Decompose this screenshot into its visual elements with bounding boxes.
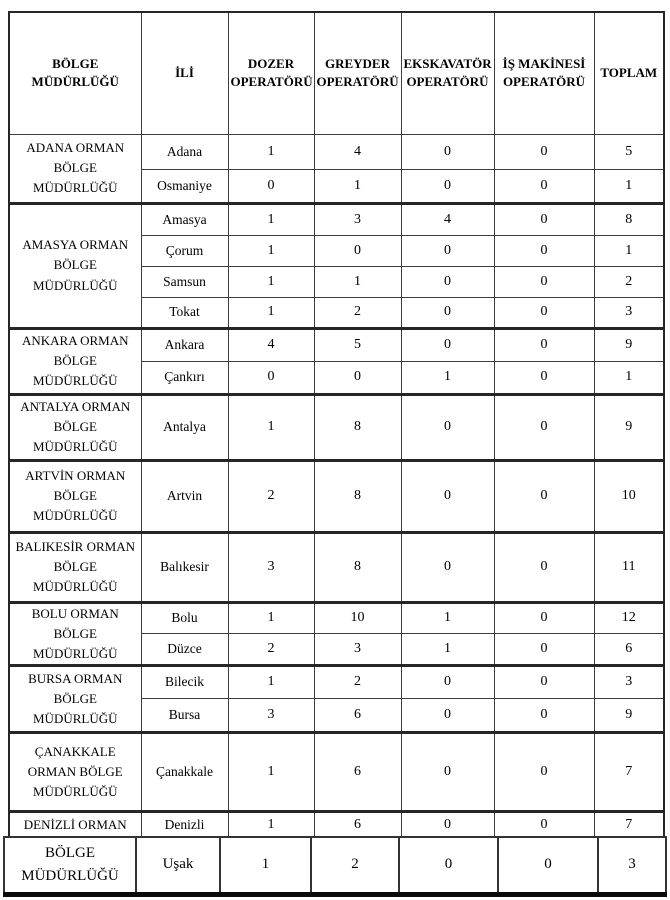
region-name-line: ANTALYA ORMAN [20, 398, 131, 414]
header-line: DOZER [247, 56, 295, 72]
value-cell: 1 [228, 266, 314, 297]
value-cell: 1 [220, 837, 311, 894]
header-cell [141, 12, 228, 134]
value-cell: 0 [399, 837, 498, 894]
region-name-line: ÇANAKKALE [34, 743, 116, 759]
region-name-line: MÜDÜRLÜĞÜ [33, 645, 118, 661]
value-cell: 6 [314, 732, 401, 811]
value-cell: 0 [401, 811, 494, 837]
header-cell [9, 12, 141, 134]
value-cell: 0 [494, 134, 594, 169]
value-cell: 0 [494, 361, 594, 394]
header-line: İLİ [175, 65, 194, 81]
value-cell: 1 [228, 602, 314, 633]
value-cell: 10 [314, 602, 401, 633]
value-cell: 4 [401, 203, 494, 235]
region-name-line: BÖLGE [53, 159, 97, 175]
value-cell: 1 [228, 203, 314, 235]
value-cell: 0 [494, 266, 594, 297]
province-cell: Çankırı [141, 361, 228, 394]
province-cell: Denizli [141, 811, 228, 837]
province-cell: Samsun [141, 266, 228, 297]
personnel-table-continuation [3, 836, 667, 897]
value-cell: 8 [314, 460, 401, 532]
region-name-line: AMASYA ORMAN [22, 237, 129, 253]
value-cell: 0 [494, 532, 594, 602]
header-row [9, 12, 664, 134]
header-cell [401, 12, 494, 134]
total-cell: 6 [594, 633, 664, 665]
header-line: İŞ MAKİNESİ [502, 56, 586, 72]
total-cell: 1 [594, 361, 664, 394]
header-line: MÜDÜRLÜĞÜ [31, 74, 119, 90]
total-cell: 11 [594, 532, 664, 602]
value-cell: 1 [228, 394, 314, 460]
value-cell: 0 [494, 633, 594, 665]
region-name-cell [4, 837, 136, 894]
value-cell: 0 [228, 169, 314, 203]
province-cell: Amasya [141, 203, 228, 235]
value-cell: 1 [401, 361, 494, 394]
header-line: BÖLGE [52, 56, 99, 72]
region-name-line: BÖLGE [53, 487, 97, 503]
value-cell: 1 [314, 169, 401, 203]
value-cell: 0 [401, 394, 494, 460]
total-cell: 9 [594, 698, 664, 732]
personnel-table-continuation-body [4, 837, 666, 894]
total-cell: 7 [594, 811, 664, 837]
value-cell: 0 [494, 203, 594, 235]
value-cell: 0 [401, 665, 494, 698]
header-line: OPERATÖRÜ [502, 74, 586, 90]
region-name-cell [9, 394, 141, 460]
personnel-table [8, 11, 665, 838]
province-cell: Düzce [141, 633, 228, 665]
region-name-line: BÖLGE [53, 352, 97, 368]
total-cell: 2 [594, 266, 664, 297]
header-cell [594, 12, 664, 134]
province-cell: Tokat [141, 297, 228, 328]
province-cell: Bolu [141, 602, 228, 633]
value-cell: 0 [314, 361, 401, 394]
value-cell: 2 [228, 460, 314, 532]
region-name-cell [9, 532, 141, 602]
region-name-cell [9, 134, 141, 203]
region-name-line: BURSA ORMAN [28, 670, 123, 686]
province-cell: Çorum [141, 235, 228, 266]
value-cell: 0 [401, 532, 494, 602]
region-name-line: ARTVİN ORMAN [25, 467, 126, 483]
value-cell: 0 [401, 169, 494, 203]
value-cell: 8 [314, 532, 401, 602]
header-cell [228, 12, 314, 134]
region-name-line: BALIKESİR ORMAN [15, 538, 136, 554]
region-name-cell [9, 203, 141, 328]
header-line: GREYDER [324, 56, 390, 72]
table-row [9, 732, 664, 811]
region-name-line: MÜDÜRLÜĞÜ [33, 783, 118, 799]
value-cell: 0 [494, 394, 594, 460]
value-cell: 0 [401, 698, 494, 732]
region-name-line: BÖLGE [53, 690, 97, 706]
header-cell [494, 12, 594, 134]
value-cell: 3 [314, 203, 401, 235]
value-cell: 0 [401, 134, 494, 169]
value-cell: 0 [401, 297, 494, 328]
total-cell: 1 [594, 169, 664, 203]
value-cell: 1 [228, 134, 314, 169]
value-cell: 2 [228, 633, 314, 665]
region-name-cell [9, 602, 141, 665]
value-cell: 1 [228, 732, 314, 811]
value-cell: 0 [494, 732, 594, 811]
region-name-line: BÖLGE [53, 418, 97, 434]
value-cell: 0 [494, 460, 594, 532]
total-cell: 12 [594, 602, 664, 633]
total-cell: 10 [594, 460, 664, 532]
value-cell: 1 [228, 297, 314, 328]
value-cell: 2 [311, 837, 399, 894]
total-cell: 3 [594, 297, 664, 328]
table-row [4, 837, 666, 894]
value-cell: 0 [494, 235, 594, 266]
total-cell: 5 [594, 134, 664, 169]
value-cell: 2 [314, 297, 401, 328]
table-row [9, 811, 664, 837]
value-cell: 0 [494, 328, 594, 361]
region-name-line: BÖLGE [45, 845, 95, 862]
value-cell: 0 [401, 328, 494, 361]
personnel-table-body [9, 12, 664, 837]
value-cell: 1 [314, 266, 401, 297]
province-cell: Antalya [141, 394, 228, 460]
value-cell: 0 [494, 698, 594, 732]
header-line: OPERATÖRÜ [406, 74, 489, 90]
table-row [9, 134, 664, 169]
province-cell: Balıkesir [141, 532, 228, 602]
header-line: TOPLAM [600, 65, 658, 81]
region-name-line: BÖLGE [53, 558, 97, 574]
header-cell [314, 12, 401, 134]
region-name-line: MÜDÜRLÜĞÜ [33, 579, 118, 595]
table-row [9, 203, 664, 235]
total-cell: 1 [594, 235, 664, 266]
region-name-line: ORMAN BÖLGE [27, 763, 123, 779]
value-cell: 0 [401, 732, 494, 811]
region-name-line: MÜDÜRLÜĞÜ [33, 439, 118, 455]
value-cell: 6 [314, 698, 401, 732]
province-cell: Adana [141, 134, 228, 169]
value-cell: 0 [498, 837, 598, 894]
value-cell: 0 [494, 665, 594, 698]
value-cell: 5 [314, 328, 401, 361]
province-cell: Bursa [141, 698, 228, 732]
table-row [9, 665, 664, 698]
region-name-line: ANKARA ORMAN [21, 332, 129, 348]
value-cell: 3 [228, 532, 314, 602]
province-cell: Artvin [141, 460, 228, 532]
region-name-line: MÜDÜRLÜĞÜ [33, 373, 118, 389]
province-cell: Bilecik [141, 665, 228, 698]
region-name-line: MÜDÜRLÜĞÜ [21, 867, 119, 884]
region-name-line: MÜDÜRLÜĞÜ [33, 508, 118, 524]
region-name-line: DENİZLİ ORMAN [23, 816, 127, 832]
value-cell: 0 [401, 266, 494, 297]
value-cell: 4 [314, 134, 401, 169]
value-cell: 1 [401, 633, 494, 665]
header-line: OPERATÖRÜ [230, 74, 313, 90]
value-cell: 0 [494, 602, 594, 633]
region-name-line: BÖLGE [53, 625, 97, 641]
value-cell: 0 [401, 460, 494, 532]
value-cell: 8 [314, 394, 401, 460]
region-name-line: BÖLGE [53, 257, 97, 273]
province-cell: Ankara [141, 328, 228, 361]
region-name-cell [9, 665, 141, 732]
value-cell: 1 [228, 811, 314, 837]
value-cell: 4 [228, 328, 314, 361]
value-cell: 0 [314, 235, 401, 266]
header-line: EKSKAVATÖR [403, 56, 492, 72]
total-cell: 9 [594, 328, 664, 361]
table-row [9, 602, 664, 633]
total-cell: 3 [594, 665, 664, 698]
total-cell: 8 [594, 203, 664, 235]
value-cell: 1 [228, 235, 314, 266]
region-name-cell [9, 328, 141, 394]
total-cell: 7 [594, 732, 664, 811]
value-cell: 0 [494, 811, 594, 837]
value-cell: 2 [314, 665, 401, 698]
value-cell: 1 [228, 665, 314, 698]
province-cell: Çanakkale [141, 732, 228, 811]
region-name-line: MÜDÜRLÜĞÜ [33, 180, 118, 196]
value-cell: 0 [228, 361, 314, 394]
value-cell: 0 [494, 297, 594, 328]
province-cell: Uşak [136, 837, 220, 894]
table-row [9, 460, 664, 532]
header-line: OPERATÖRÜ [316, 74, 399, 90]
region-name-line: ADANA ORMAN [26, 139, 125, 155]
region-name-cell [9, 732, 141, 811]
value-cell: 3 [228, 698, 314, 732]
value-cell: 0 [401, 235, 494, 266]
region-name-cell [9, 460, 141, 532]
region-name-line: MÜDÜRLÜĞÜ [33, 277, 118, 293]
value-cell: 6 [314, 811, 401, 837]
total-cell: 3 [598, 837, 666, 894]
value-cell: 1 [401, 602, 494, 633]
region-name-cell [9, 811, 141, 837]
table-row [9, 328, 664, 361]
value-cell: 3 [314, 633, 401, 665]
value-cell: 0 [494, 169, 594, 203]
region-name-line: MÜDÜRLÜĞÜ [33, 710, 118, 726]
region-name-line: BOLU ORMAN [31, 605, 119, 621]
total-cell: 9 [594, 394, 664, 460]
table-row [9, 532, 664, 602]
province-cell: Osmaniye [141, 169, 228, 203]
table-row [9, 394, 664, 460]
